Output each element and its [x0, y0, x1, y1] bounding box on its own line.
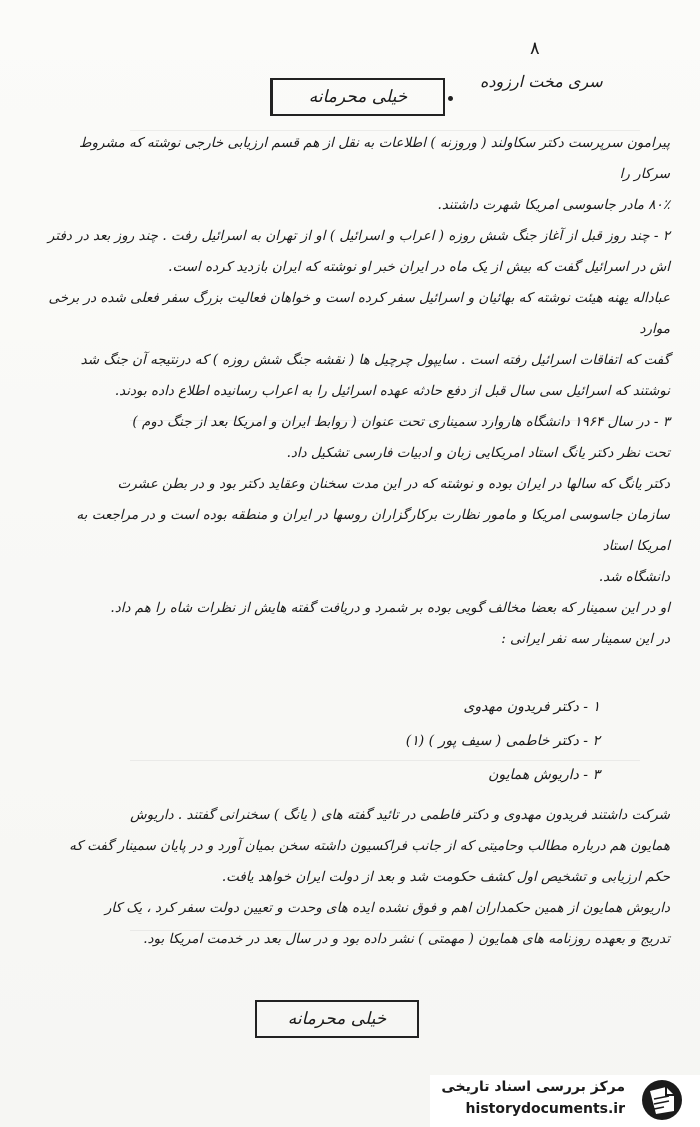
confidential-stamp-top [270, 78, 445, 116]
paragraph: پیرامون سرپرست دکتر سکاولند ( وروزنه ) اطلاعات به نقل از هم قسم ارزیابی خارجی نوشته که مشروط سرکار را [79, 135, 670, 182]
ink-dot [448, 96, 453, 101]
body-text [40, 128, 670, 655]
paragraph: نوشتند که اسرائیل سی سال قبل از دفع حادثه عهده اسرائیل را به اعراب رسانیده اطلاع داده بودند. [114, 383, 670, 399]
list-item: ۱ - دکتر فریدون مهدوی [463, 699, 600, 715]
stamp-text: خیلی محرمانه [308, 87, 408, 107]
paragraph: دانشگاه شد. [598, 569, 670, 585]
archive-website[interactable]: historydocuments.ir [465, 1101, 625, 1117]
list-item: ۲ - دکتر خاطمی ( سیف پور ) (۱) [405, 733, 600, 749]
paragraph: حکم ارزیابی و تشخیص اول کشف حکومت شد و بعد از دولت ایران خواهد یافت. [221, 869, 670, 885]
closing-text [40, 800, 670, 955]
paragraph: ۲ - چند روز قبل از آغاز جنگ شش روزه ( اعراب و اسرائیل ) او از تهران به اسرائیل رفت . چند روز بعد در دفتر [47, 228, 670, 244]
document-archive-logo-icon [636, 1077, 688, 1123]
paragraph: شرکت داشتند فریدون مهدوی و دکتر فاطمی در تائید گفته های ( یانگ ) سخنرانی گفتند . داریوش [130, 807, 670, 823]
archive-org-name: مرکز بررسی اسناد تاریخی [441, 1079, 625, 1095]
archive-watermark [430, 1075, 700, 1127]
paragraph: دکتر یانگ که سالها در ایران بوده و نوشته که در این مدت سخنان وعقاید دکتر بود و در بطن عشرت [117, 476, 670, 492]
paragraph: عباداله یهنه هیئت نوشته که بهائیان و اسرائیل سفر کرده است و خواهان فعالیت بزرگ سفر فعلی شده در برخی موارد [48, 290, 670, 337]
participant-list [360, 690, 600, 792]
paragraph: ۸۰٪ مادر جاسوسی امریکا شهرت داشتند. [437, 197, 670, 213]
paragraph: در این سمینار سه نفر ایرانی : [501, 631, 670, 647]
paragraph: سازمان جاسوسی امریکا و مامور نظارت برکارگزاران روسها در ایران و منطقه بوده است و در مراجعت به امریکا استاد [76, 507, 670, 554]
paragraph: اش در اسرائیل گفت که بیش از یک ماه در ایران خبر او نوشته که ایران بازدید کرده است. [168, 259, 670, 275]
paragraph: همایون هم درباره مطالب وحامیتی که از جانب فراکسیون داشته سخن بمیان آورد و در پایان سمینار گفت که [69, 838, 670, 854]
paragraph: تدریج و بعهده روزنامه های همایون ( مهمتی ) نشر داده بود و در سال بعد در خدمت امریکا بود. [143, 931, 670, 947]
classification-note: سری مخت ارزوده [480, 72, 603, 91]
stamp-text: خیلی محرمانه [287, 1009, 387, 1029]
paragraph: گفت که اتفاقات اسرائیل رفته است . سایپول چرچیل ها ( نقشه جنگ شش روزه ) که درنتیجه آن جنگ شد [80, 352, 670, 368]
paragraph: ۳ - در سال ۱۹۶۴ دانشگاه هاروارد سمیناری تحت عنوان ( روابط ایران و امریکا بعد از جنگ دوم ) [132, 414, 670, 430]
paragraph: داریوش همایون از همین حکمداران اهم و فوق نشده ایده های وحدت و تعیین دولت سفر کرد ، یک کار [104, 900, 670, 916]
page-number: ۸ [530, 38, 540, 59]
list-item: ۳ - داریوش همایون [488, 767, 600, 783]
paragraph: تحت نظر دکتر یانگ استاد امریکایی زبان و ادبیات فارسی تشکیل داد. [286, 445, 670, 461]
confidential-stamp-bottom [255, 1000, 419, 1038]
paragraph: او در این سمینار که بعضا مخالف گویی بوده بر شمرد و دریافت گفته هایش از نظرات شاه را هم داد. [110, 600, 670, 616]
